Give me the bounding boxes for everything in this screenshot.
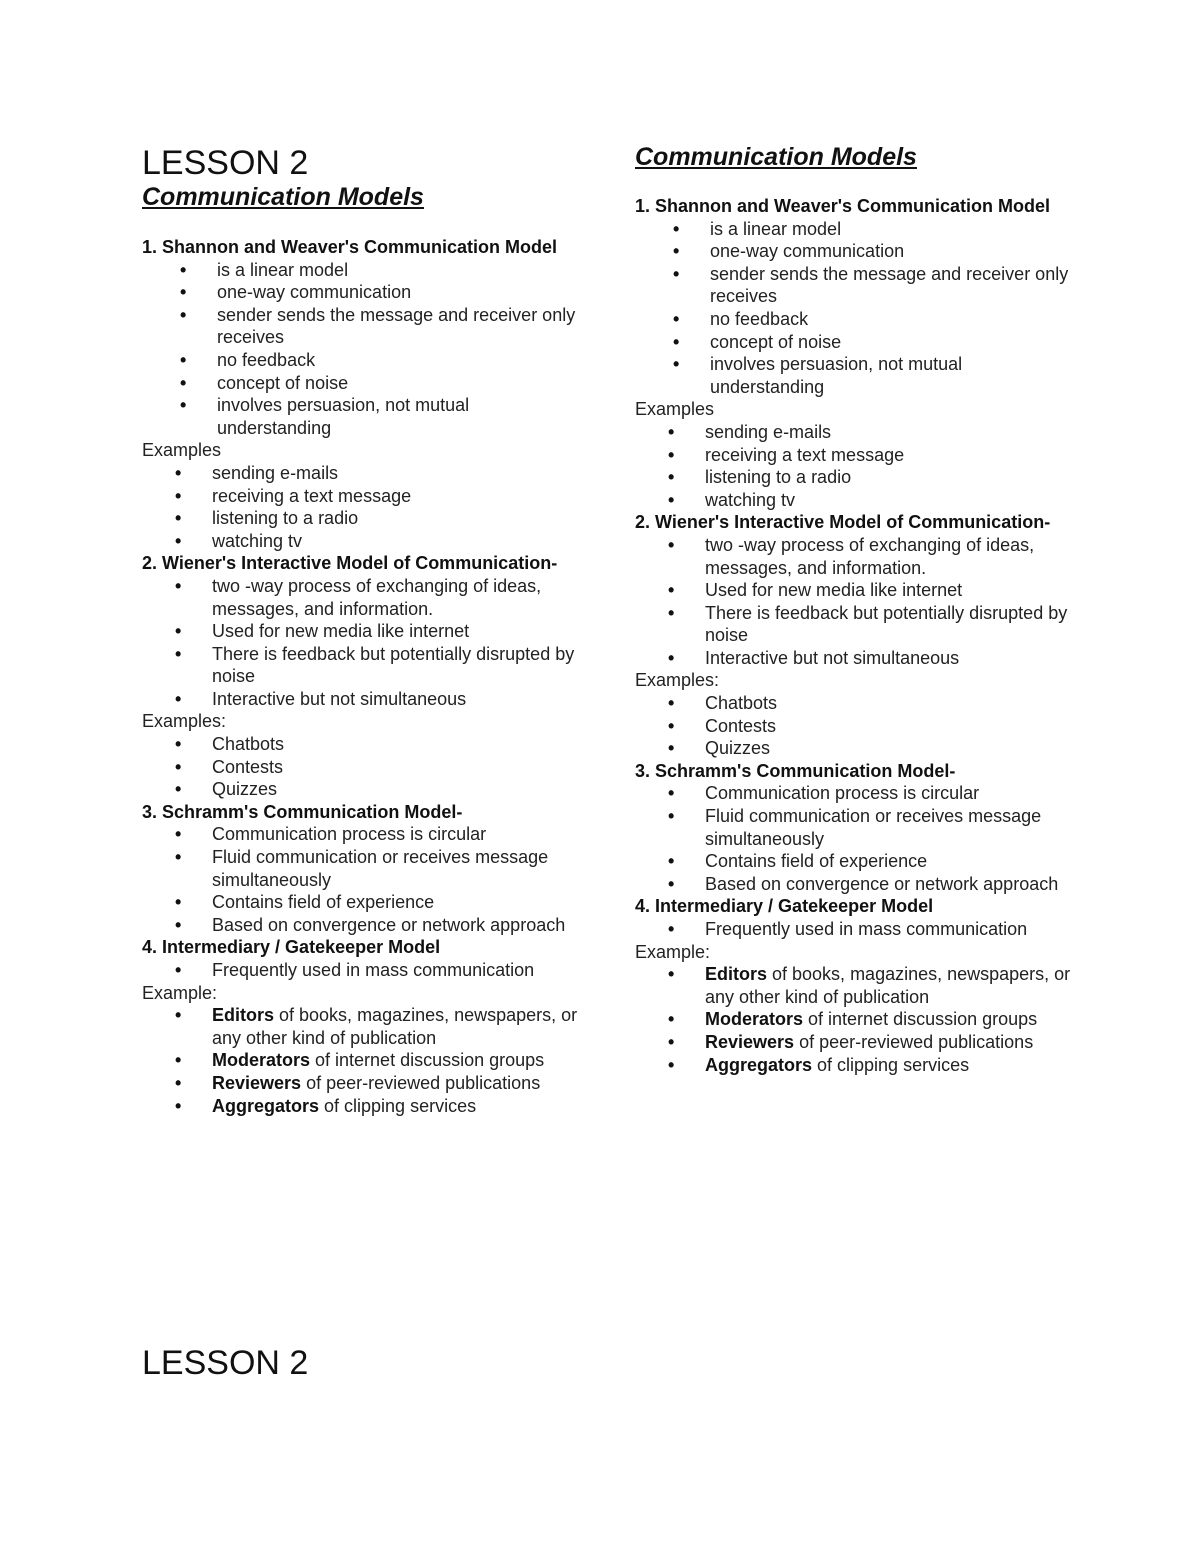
bullet-item: • one-way communication	[142, 281, 582, 304]
example-item: • receiving a text message	[635, 444, 1075, 467]
examples-label: Examples:	[142, 711, 227, 732]
example-item: • watching tv	[635, 489, 1075, 512]
bullet-item: • Communication process is circular	[142, 823, 582, 846]
examples-list	[635, 692, 1075, 760]
bullet-item: • sender sends the message and receiver only receives	[142, 304, 582, 349]
example-item: • watching tv	[142, 530, 582, 553]
example-item	[142, 1095, 582, 1118]
example-text: of peer-reviewed publications	[794, 1031, 1034, 1052]
example-item: • Contests	[142, 756, 582, 779]
example-item: • sending e-mails	[635, 421, 1075, 444]
model-heading: 1. Shannon and Weaver's Communication Model	[142, 237, 558, 257]
bullet-list	[142, 575, 582, 711]
examples-list	[635, 421, 1075, 511]
bullet-item: • is a linear model	[142, 259, 582, 282]
bullet-list	[635, 534, 1075, 670]
bullet-item: • Interactive but not simultaneous	[142, 688, 582, 711]
example-item: • sending e-mails	[142, 462, 582, 485]
lesson-title: LESSON 2	[142, 144, 309, 182]
model-heading: 4. Intermediary / Gatekeeper Model	[142, 937, 441, 958]
bullet-item: • two -way process of exchanging of ideas, messages, and information.	[142, 575, 582, 620]
examples-list	[142, 462, 582, 552]
example-text: of clipping services	[319, 1095, 477, 1116]
example-item	[142, 1004, 582, 1049]
bullet-item: • Contains field of experience	[635, 850, 1075, 873]
example-item	[635, 1031, 1075, 1054]
example-item	[142, 1049, 582, 1072]
section-title: Communication Models	[635, 143, 917, 171]
example-text: of books, magazines, newspapers, or any other kind of publication	[705, 964, 1071, 1007]
bullet-item: • involves persuasion, not mutual understanding	[635, 353, 1075, 398]
example-label: Example:	[635, 941, 711, 962]
bullet-item: • Contains field of experience	[142, 891, 582, 914]
example-item	[142, 1072, 582, 1095]
notes-body	[635, 195, 1075, 1076]
model-heading: 3. Schramm's Communication Model-	[142, 801, 463, 822]
example-item: • receiving a text message	[142, 485, 582, 508]
example-label: Example:	[142, 982, 218, 1003]
bullet-list	[142, 959, 582, 982]
bullet-item: • Fluid communication or receives message simultaneously	[142, 846, 582, 891]
example-item: • Chatbots	[635, 692, 1075, 715]
lesson-title-bottom: LESSON 2	[142, 1344, 309, 1382]
example-text: of peer-reviewed publications	[301, 1072, 541, 1093]
examples-label: Examples	[142, 440, 222, 461]
example-item: • Chatbots	[142, 733, 582, 756]
model-heading: 2. Wiener's Interactive Model of Communication-	[635, 512, 1051, 533]
example-item: • Quizzes	[142, 778, 582, 801]
bullet-item: • one-way communication	[635, 240, 1075, 263]
example-term: Aggregators	[212, 1095, 320, 1116]
examples-list	[635, 963, 1075, 1076]
examples-list	[142, 1004, 582, 1117]
bullet-item: • no feedback	[635, 308, 1075, 331]
bullet-item: • sender sends the message and receiver only receives	[635, 263, 1075, 308]
bullet-item: • Used for new media like internet	[142, 620, 582, 643]
bullet-item: • Based on convergence or network approach	[142, 914, 582, 937]
bullet-list	[142, 259, 582, 440]
example-term: Moderators	[212, 1050, 311, 1071]
bullet-item: • Used for new media like internet	[635, 579, 1075, 602]
example-item: • listening to a radio	[635, 466, 1075, 489]
example-term: Reviewers	[212, 1072, 302, 1093]
bullet-list	[635, 218, 1075, 399]
bullet-item: • There is feedback but potentially disrupted by noise	[635, 602, 1075, 647]
bullet-item: • two -way process of exchanging of ideas, messages, and information.	[635, 534, 1075, 579]
bullet-list	[635, 918, 1075, 941]
bullet-item: • no feedback	[142, 349, 582, 372]
example-item	[635, 1054, 1075, 1077]
bullet-item: • concept of noise	[142, 372, 582, 395]
examples-label: Examples	[635, 399, 715, 420]
example-term: Editors	[705, 964, 768, 985]
example-item: • Contests	[635, 715, 1075, 738]
bullet-item: • is a linear model	[635, 218, 1075, 241]
bullet-item: • Interactive but not simultaneous	[635, 647, 1075, 670]
example-text: of books, magazines, newspapers, or any other kind of publication	[212, 1005, 578, 1048]
model-heading: 3. Schramm's Communication Model-	[635, 760, 956, 781]
example-term: Editors	[212, 1005, 275, 1026]
example-term: Moderators	[705, 1009, 804, 1030]
example-item	[635, 1008, 1075, 1031]
example-item	[635, 963, 1075, 1008]
example-term: Aggregators	[705, 1054, 813, 1075]
model-heading: 4. Intermediary / Gatekeeper Model	[635, 896, 934, 917]
bullet-item: • Communication process is circular	[635, 782, 1075, 805]
examples-list	[142, 733, 582, 801]
bullet-item: • There is feedback but potentially disrupted by noise	[142, 643, 582, 688]
example-item: • Quizzes	[635, 737, 1075, 760]
bullet-item: • Based on convergence or network approach	[635, 873, 1075, 896]
examples-label: Examples:	[635, 670, 720, 691]
example-term: Reviewers	[705, 1031, 795, 1052]
bullet-item: • concept of noise	[635, 331, 1075, 354]
bullet-item: • involves persuasion, not mutual understanding	[142, 394, 582, 439]
bullet-item: • Frequently used in mass communication	[142, 959, 582, 982]
example-item: • listening to a radio	[142, 507, 582, 530]
bullet-item: • Fluid communication or receives message simultaneously	[635, 805, 1075, 850]
example-text: of internet discussion groups	[310, 1050, 545, 1071]
bullet-list	[635, 782, 1075, 895]
bullet-list	[142, 823, 582, 936]
notes-body	[142, 236, 582, 1117]
model-heading: 1. Shannon and Weaver's Communication Model	[635, 196, 1051, 216]
example-text: of clipping services	[812, 1054, 970, 1075]
bullet-item: • Frequently used in mass communication	[635, 918, 1075, 941]
model-heading: 2. Wiener's Interactive Model of Communication-	[142, 553, 558, 574]
section-title: Communication Models	[142, 183, 424, 211]
example-text: of internet discussion groups	[803, 1009, 1038, 1030]
